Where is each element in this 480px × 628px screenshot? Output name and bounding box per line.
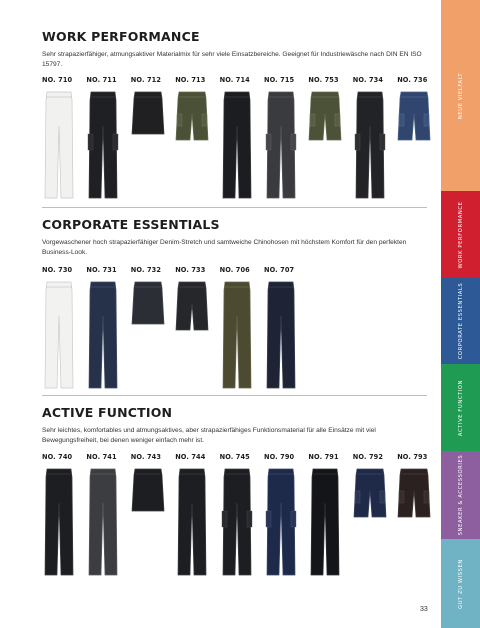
- product-card[interactable]: [264, 76, 304, 207]
- product-number: NO. 730: [42, 266, 73, 274]
- section-title: CORPORATE ESSENTIALS: [42, 217, 220, 232]
- tab-sneaker-accessories[interactable]: [441, 451, 480, 539]
- product-image: [131, 280, 171, 397]
- product-image: [175, 280, 215, 397]
- product-image: [131, 467, 171, 584]
- product-image: [42, 90, 82, 207]
- section-active-function: [42, 405, 427, 446]
- product-number: NO. 792: [352, 453, 384, 461]
- product-image: [220, 90, 260, 207]
- product-card[interactable]: [42, 266, 82, 397]
- product-number: NO. 713: [175, 76, 206, 84]
- product-number: NO. 753: [308, 76, 339, 84]
- product-number: NO. 733: [175, 266, 206, 274]
- product-image: [86, 467, 126, 584]
- product-image: [131, 90, 171, 207]
- product-number: NO. 707: [264, 266, 295, 274]
- product-card[interactable]: [264, 266, 304, 397]
- product-card[interactable]: [131, 266, 171, 397]
- product-card[interactable]: [131, 453, 171, 584]
- product-number: NO. 714: [219, 76, 250, 84]
- product-number: NO. 740: [42, 453, 73, 461]
- product-card[interactable]: [220, 76, 260, 207]
- product-number: NO. 741: [86, 453, 117, 461]
- section-description: Sehr leichtes, komfortables und atmungsaktives, aber strapazierfähiges Funktionsmaterial für alle Einsätze mit viel Bewegungsfreiheit, bei denen weniger einfach mehr ist.: [42, 427, 376, 444]
- product-card[interactable]: [42, 76, 82, 207]
- product-number: NO. 745: [219, 453, 250, 461]
- product-card[interactable]: [308, 453, 348, 584]
- product-card[interactable]: [86, 453, 126, 584]
- product-number: NO. 734: [352, 76, 384, 84]
- product-image: [220, 467, 260, 584]
- product-number: NO. 790: [264, 453, 295, 461]
- product-image: [86, 280, 126, 397]
- chapter-tabs: [441, 0, 480, 628]
- product-card[interactable]: [264, 453, 304, 584]
- product-number: NO. 731: [86, 266, 117, 274]
- tab-active-function[interactable]: [441, 364, 480, 451]
- tab-label: CORPORATE ESSENTIALS: [457, 282, 464, 360]
- product-image: [308, 90, 348, 207]
- product-image: [264, 280, 304, 397]
- product-card[interactable]: [308, 76, 348, 207]
- product-image: [220, 280, 260, 397]
- tab-neue-vielfalt[interactable]: [441, 0, 480, 191]
- product-card[interactable]: [353, 453, 393, 584]
- tab-label: GUT ZU WISSEN: [457, 558, 464, 609]
- product-card[interactable]: [175, 76, 215, 207]
- product-image: [42, 467, 82, 584]
- section-description: Sehr strapazierfähiger, atmungsaktiver Materialmix für sehr viele Einsatzbereiche. Geeignet für Industriewäsche nach DIN EN ISO 15797.: [42, 51, 422, 68]
- product-number: NO. 706: [219, 266, 250, 274]
- product-number: NO. 711: [86, 76, 117, 84]
- tab-label: NEUE VIELFALT: [457, 72, 464, 119]
- product-image: [175, 90, 215, 207]
- section-description: Vorgewaschener hoch strapazierfähiger Denim-Stretch und samtweiche Chinohosen mit höchstem Komfort für den perfekten Business-Look.: [42, 239, 407, 256]
- product-number: NO. 715: [264, 76, 295, 84]
- product-number: NO. 736: [397, 76, 428, 84]
- tab-gut-zu-wissen[interactable]: [441, 539, 480, 628]
- section-divider: [42, 207, 427, 208]
- product-number: NO. 743: [130, 453, 162, 461]
- product-number: NO. 791: [308, 453, 339, 461]
- product-number: NO. 744: [175, 453, 206, 461]
- product-image: [397, 467, 437, 584]
- product-image: [86, 90, 126, 207]
- tab-label: ACTIVE FUNCTION: [457, 379, 464, 436]
- product-image: [397, 90, 437, 207]
- product-image: [264, 467, 304, 584]
- product-image: [308, 467, 348, 584]
- section-divider: [42, 395, 427, 396]
- tab-work-performance[interactable]: [441, 191, 480, 278]
- product-card[interactable]: [220, 453, 260, 584]
- product-number: NO. 793: [397, 453, 428, 461]
- product-image: [353, 90, 393, 207]
- product-image: [353, 467, 393, 584]
- product-card[interactable]: [397, 453, 437, 584]
- tab-label: WORK PERFORMANCE: [457, 201, 464, 268]
- section-work-performance: [42, 29, 427, 70]
- product-number: NO. 732: [130, 266, 162, 274]
- product-card[interactable]: [86, 76, 126, 207]
- tab-label: SNEAKER & ACCESSORIES: [457, 454, 464, 536]
- product-card[interactable]: [353, 76, 393, 207]
- product-image: [264, 90, 304, 207]
- product-number: NO. 712: [130, 76, 162, 84]
- page-number: 33: [420, 606, 428, 613]
- product-card[interactable]: [220, 266, 260, 397]
- product-card[interactable]: [175, 266, 215, 397]
- product-card[interactable]: [86, 266, 126, 397]
- section-corporate-essentials: [42, 217, 427, 258]
- product-image: [42, 280, 82, 397]
- tab-corporate-essentials[interactable]: [441, 278, 480, 364]
- product-number: NO. 710: [42, 76, 73, 84]
- product-card[interactable]: [42, 453, 82, 584]
- section-title: ACTIVE FUNCTION: [42, 405, 173, 420]
- product-card[interactable]: [175, 453, 215, 584]
- product-card[interactable]: [397, 76, 437, 207]
- product-card[interactable]: [131, 76, 171, 207]
- product-image: [175, 467, 215, 584]
- section-title: WORK PERFORMANCE: [42, 29, 200, 44]
